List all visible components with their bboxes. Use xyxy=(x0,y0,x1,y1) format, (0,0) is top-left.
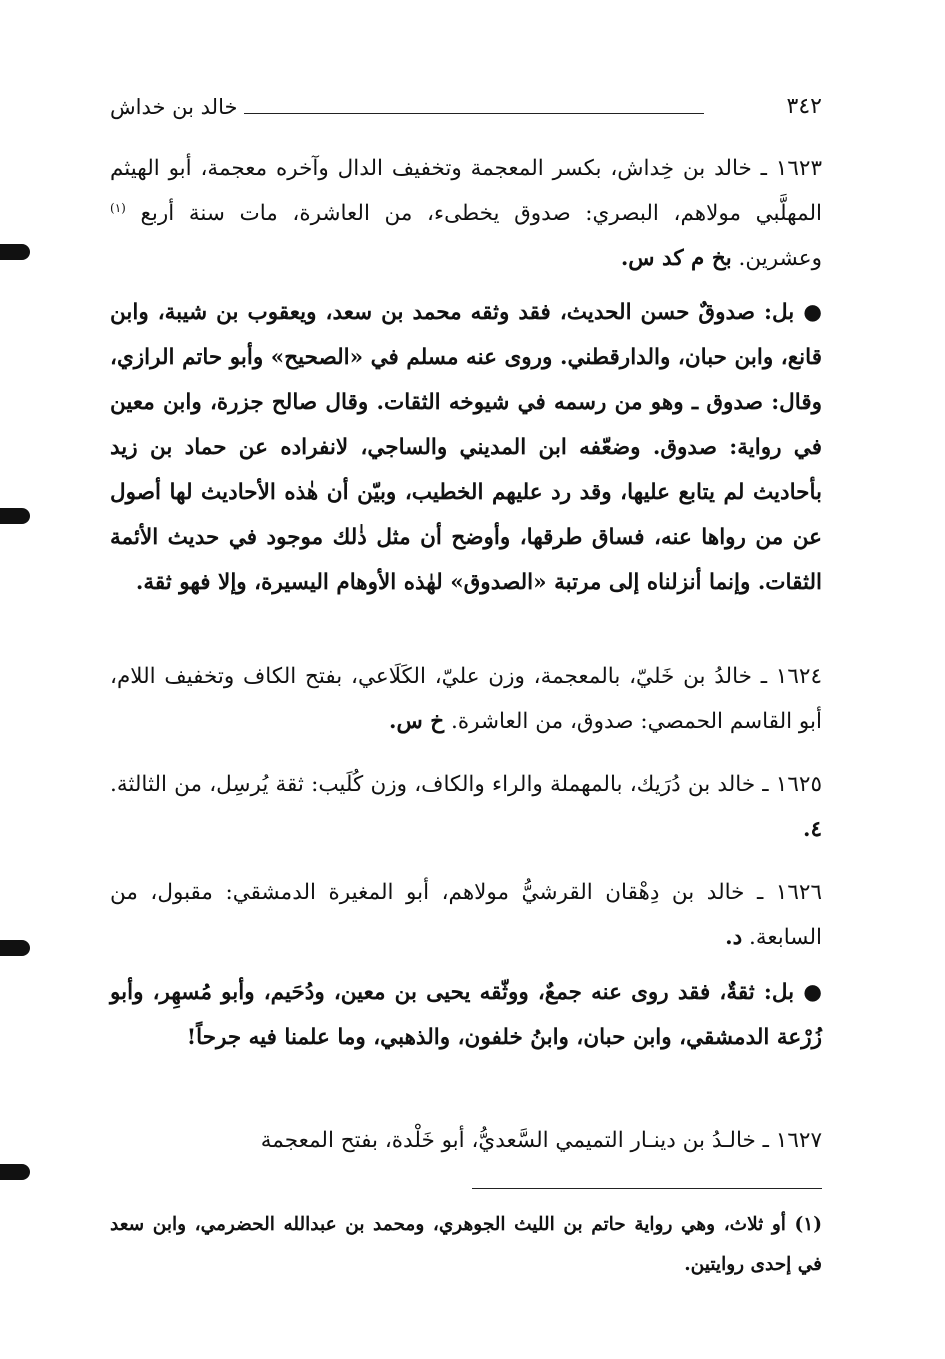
scan-edge-mark xyxy=(0,1164,30,1180)
editor-note-1623 xyxy=(110,290,822,605)
entry-text: ١٦٢٥ ـ خالد بن دُرَيك، بالمهملة والراء والكاف، وزن كُلَيب: ثقة يُرسِل، من الثالثة. xyxy=(110,772,822,797)
entry-1625 xyxy=(110,762,822,852)
entry-text: ١٦٢٣ ـ خالد بن خِداش، بكسر المعجمة وتخفيف الدال وآخره معجمة، أبو الهيثم المهلَّبي مولاهم، البصري: صدوق يخطىء، من العاشرة، مات سنة أربع xyxy=(110,156,822,226)
entry-1624 xyxy=(110,654,822,744)
footnote-ref: (١) xyxy=(110,200,126,215)
page-number: ٣٤٢ xyxy=(786,94,822,119)
entry-text: ١٦٢٤ ـ خالدُ بن خَليّ، بالمعجمة، وزن عليّ، الكَلَاعي، بفتح الكاف وتخفيف اللام، أبو القاسم الحمصي: صدوق، من العاشرة. xyxy=(110,664,822,734)
scan-edge-mark xyxy=(0,940,30,956)
note-text: ● بل: ثقةٌ، فقد روى عنه جمعٌ، ووثّقه يحيى بن معين، ودُحَيم، وأبو مُسهِر، وأبو زُرْعة الدمشقي، وابن حبان، وابنُ خلفون، والذهبي، وما علمنا فيه جرحاً! xyxy=(110,980,822,1050)
entry-text-after: وعشرين. xyxy=(738,246,822,271)
rijal-symbols: ٤. xyxy=(802,817,822,842)
page-header xyxy=(110,92,822,132)
running-title: خالد بن خداش xyxy=(110,95,238,119)
rijal-symbols: خ س. xyxy=(389,709,445,734)
entry-text: ١٦٢٦ ـ خالد بن دِهْقان القرشيُّ مولاهم، أبو المغيرة الدمشقي: مقبول، من السابعة. xyxy=(110,880,822,950)
entry-text: ١٦٢٧ ـ خالـدُ بن دينـار التميمي السَّعديُّ، أبو خَلْدة، بفتح المعجمة xyxy=(260,1128,822,1153)
entry-1626 xyxy=(110,870,822,960)
rijal-symbols: د. xyxy=(725,925,743,950)
editor-note-1626 xyxy=(110,970,822,1060)
scan-edge-mark xyxy=(0,244,30,260)
footnote-text: (١) أو ثلاث، وهي رواية حاتم بن الليث الجوهري، ومحمد بن عبدالله الحضرمي، وابن سعد في إحدى روايتين. xyxy=(110,1214,822,1275)
rijal-symbols: بخ م كد س. xyxy=(620,246,732,271)
footnote xyxy=(110,1205,822,1285)
scan-edge-mark xyxy=(0,508,30,524)
note-text: ● بل: صدوقٌ حسن الحديث، فقد وثقه محمد بن سعد، ويعقوب بن شيبة، وابن قانع، وابن حبان، والدارقطني. وروى عنه مسلم في «الصحيح» وأبو حاتم الرازي، وقال: صدوق ـ وهو من رسمه في شيوخه الثقات. وقال صالح جزرة، وابن معين في رواية: صدوق. وضعّفه ابن المديني والساجي، لانفراده عن حماد بن زيد بأحاديث لم يتابع عليها، وقد رد عليهم الخطيب، وبيّن أن هٰذه الأحاديث لها أصول عن من رواها عنه، فساق طرقها، وأوضح أن مثل ذٰلك موجود في حديث الأئمة الثقات. وإنما أنزلناه إلى مرتبة «الصدوق» لهٰذه الأوهام اليسيرة، وإلا فهو ثقة. xyxy=(110,300,822,595)
header-rule xyxy=(244,113,704,114)
entry-1623 xyxy=(110,146,822,281)
footnote-rule xyxy=(472,1188,822,1189)
entry-1627 xyxy=(110,1118,822,1163)
